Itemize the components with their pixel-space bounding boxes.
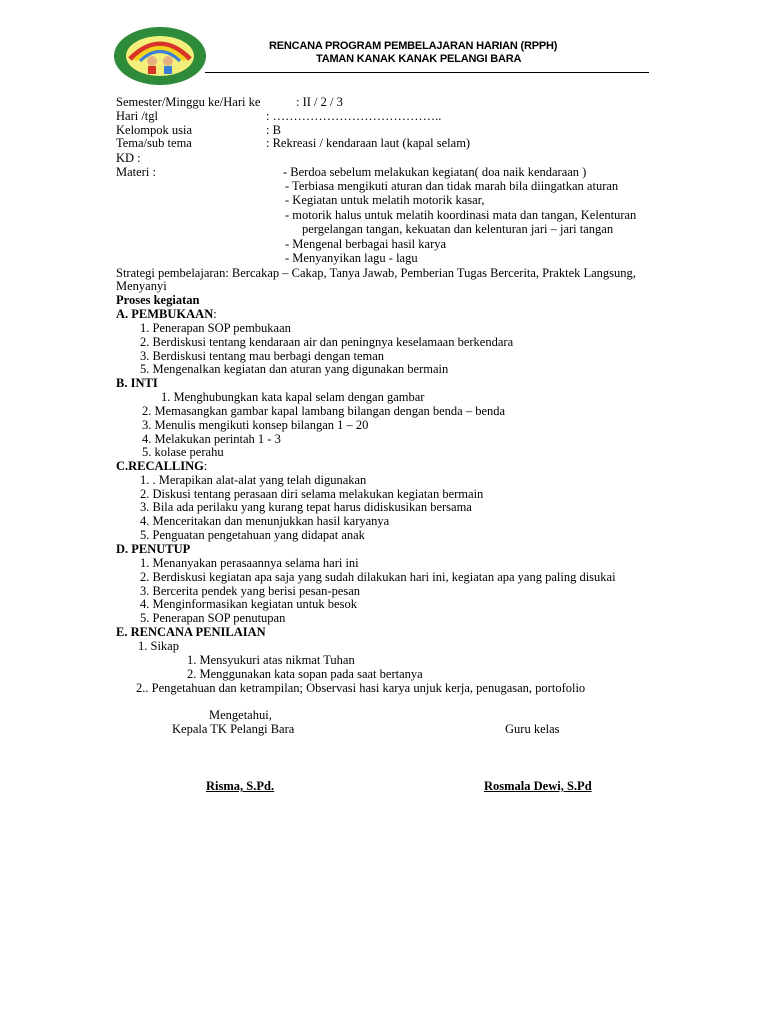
semester-value: : II / 2 / 3 (296, 95, 343, 109)
penutup-item: 2. Berdiskusi kegiatan apa saja yang sudah dilakukan hari ini, kegiatan apa yang paling disukai (140, 570, 616, 584)
materi-item: - motorik halus untuk melatih koordinasi mata dan tangan, Kelenturan (285, 208, 637, 222)
materi-item: - Mengenal berbagai hasil karya (285, 237, 447, 251)
recalling-item: 5. Penguatan pengetahuan yang didapat anak (140, 528, 365, 542)
penilaian-sikap-item: 1. Mensyukuri atas nikmat Tuhan (187, 653, 355, 667)
pembukaan-title: A. PEMBUKAAN (116, 307, 214, 321)
recalling-item: 4. Menceritakan dan menunjukkan hasil karyanya (140, 514, 390, 528)
materi-label: Materi : (116, 165, 156, 179)
header-divider (205, 72, 649, 73)
kelompok-label: Kelompok usia (116, 123, 193, 137)
recalling-title: C.RECALLING (116, 459, 204, 473)
signature-name-right: Rosmala Dewi, S.Pd (484, 779, 592, 793)
inti-item: 1. Menghubungkan kata kapal selam dengan gambar (161, 390, 425, 404)
inti-item: 3. Menulis mengikuti konsep bilangan 1 – 20 (142, 418, 369, 432)
pembukaan-item: 5. Mengenalkan kegiatan dan aturan yang digunakan bermain (140, 362, 449, 376)
recalling-heading (116, 459, 207, 473)
kd-label: KD : (116, 151, 141, 165)
tema-label: Tema/sub tema (116, 136, 192, 150)
strategi-line-1: Strategi pembelajaran: Bercakap – Cakap, Tanya Jawab, Pemberian Tugas Bercerita, Praktek Langsung, (116, 266, 636, 280)
pembukaan-item: 1. Penerapan SOP pembukaan (140, 321, 291, 335)
school-logo (112, 25, 208, 87)
inti-item: 4. Melakukan perintah 1 - 3 (142, 432, 281, 446)
materi-item: - Terbiasa mengikuti aturan dan tidak marah bila diingatkan aturan (285, 179, 619, 193)
materi-item: - Kegiatan untuk melatih motorik kasar, (285, 193, 485, 207)
hari-label: Hari /tgl (116, 109, 159, 123)
signature-name-left: Risma, S.Pd. (206, 779, 275, 793)
penutup-item: 3. Bercerita pendek yang berisi pesan-pesan (140, 584, 361, 598)
kepala-label: Kepala TK Pelangi Bara (172, 722, 295, 736)
hari-value: : ………………………………….. (266, 109, 442, 123)
recalling-item: 1. . Merapikan alat-alat yang telah digunakan (140, 473, 367, 487)
pembukaan-item: 2. Berdiskusi tentang kendaraan air dan peningnya keselamaan berkendara (140, 335, 514, 349)
recalling-item: 2. Diskusi tentang perasaan diri selama melakukan kegiatan bermain (140, 487, 484, 501)
pembukaan-heading (116, 307, 217, 321)
materi-item: pergelangan tangan, kekuatan dan kelenturan jari – jari tangan (302, 222, 614, 236)
materi-item: - Berdoa sebelum melakukan kegiatan( doa naik kendaraan ) (283, 165, 587, 179)
document-subtitle: TAMAN KANAK KANAK PELANGI BARA (316, 53, 522, 65)
penilaian-sikap-item: 2. Menggunakan kata sopan pada saat bertanya (187, 667, 423, 681)
penilaian-title: E. RENCANA PENILAIAN (116, 625, 266, 639)
kelompok-value: : B (266, 123, 281, 137)
pembukaan-item: 3. Berdiskusi tentang mau berbagi dengan teman (140, 349, 385, 363)
penilaian-sikap: 1. Sikap (138, 639, 179, 653)
strategi-line-2: Menyanyi (116, 279, 167, 293)
tema-value: : Rekreasi / kendaraan laut (kapal selam) (266, 136, 471, 150)
penutup-title: D. PENUTUP (116, 542, 191, 556)
inti-title: B. INTI (116, 376, 158, 390)
materi-item: - Menyanyikan lagu - lagu (285, 251, 418, 265)
penilaian-item-2: 2.. Pengetahuan dan ketrampilan; Observasi hasi karya unjuk kerja, penugasan, portofolio (136, 681, 586, 695)
recalling-item: 3. Bila ada perilaku yang kurang tepat harus didiskusikan bersama (140, 500, 472, 514)
pembukaan-colon: : (213, 307, 217, 321)
semester-label: Semester/Minggu ke/Hari ke (116, 95, 261, 109)
penutup-item: 4. Menginformasikan kegiatan untuk besok (140, 597, 357, 611)
inti-item: 5. kolase perahu (142, 445, 224, 459)
penutup-item: 5. Penerapan SOP penutupan (140, 611, 286, 625)
inti-item: 2. Memasangkan gambar kapal lambang bilangan dengan benda – benda (142, 404, 506, 418)
guru-label: Guru kelas (505, 722, 560, 736)
recalling-colon: : (203, 459, 208, 473)
mengetahui-label: Mengetahui, (209, 708, 272, 722)
penutup-item: 1. Menanyakan perasaannya selama hari ini (140, 556, 359, 570)
proses-title: Proses kegiatan (116, 293, 200, 307)
document-title: RENCANA PROGRAM PEMBELAJARAN HARIAN (RPPH) (269, 40, 558, 52)
